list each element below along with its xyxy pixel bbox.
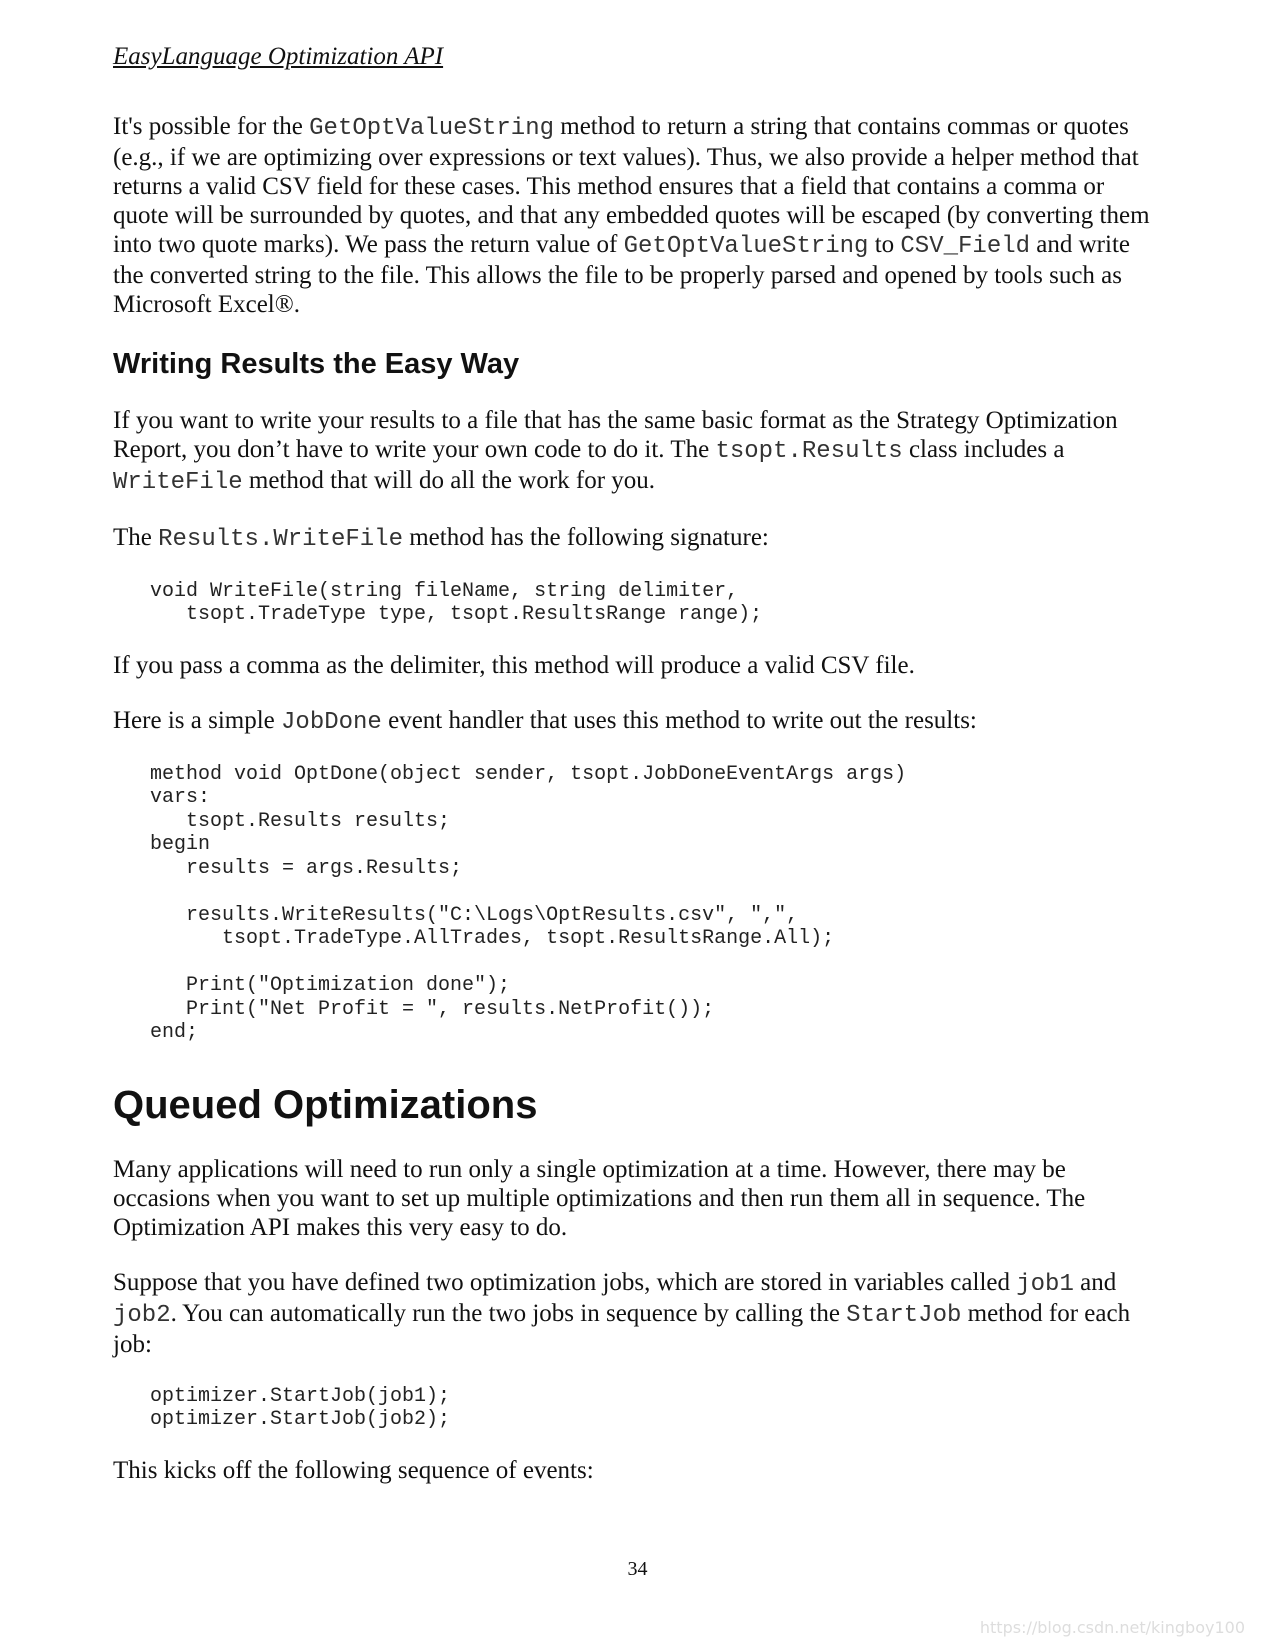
document-page	[113, 42, 1163, 1511]
inline-code: StartJob	[846, 1301, 962, 1329]
section-heading-queued-optimizations: Queued Optimizations	[113, 1082, 538, 1127]
inline-code: CSV_Field	[900, 233, 1031, 260]
paragraph-sequence: This kicks off the following sequence of events:	[113, 1456, 594, 1484]
page-number: 34	[627, 1558, 648, 1580]
inline-code: job1	[1016, 1270, 1074, 1298]
inline-code: Results.WriteFile	[158, 525, 403, 553]
watermark-url: https://blog.csdn.net/kingboy100	[979, 1618, 1245, 1637]
code-block-start-jobs: optimizer.StartJob(job1); optimizer.StartJob(job2);	[150, 1384, 451, 1432]
code-block-handler: method void OptDone(object sender, tsopt.JobDoneEventArgs args) vars: tsopt.Results results; begin results = args.Results; results.WriteResults("C:\Logs\OptResults.csv", ",", tsopt.TradeType.AllTrades, tsopt.ResultsRange.All); Print("Optimization done"); Print("Net Profit = ", results.NetProfit()); end;	[150, 762, 907, 1045]
paragraph-two-jobs: Suppose that you have defined two optimization jobs, which are stored in variables called job1 and job2. You can automatically run the two jobs in sequence by calling the StartJob method for each job:	[113, 1268, 1131, 1358]
inline-code: tsopt.Results	[715, 437, 903, 465]
inline-code: JobDone	[281, 708, 382, 736]
running-header: EasyLanguage Optimization API	[113, 43, 444, 70]
paragraph-csv-field: It's possible for the GetOptValueString method to return a string that contains commas or quotes (e.g., if we are optimizing over expressions or text values). Thus, we also provide a helper method that returns a valid CSV field for these cases. This method ensures that a field that contains a comma or quote will be surrounded by quotes, and that any embedded quotes will be escaped (by converting them into two quote marks). We pass the return value of GetOptValueString to CSV_Field and write the converted string to the file. This allows the file to be properly parsed and opened by tools such as Microsoft Excel®.	[113, 113, 1150, 318]
inline-code: job2	[113, 1301, 171, 1329]
inline-code: GetOptValueString	[309, 115, 554, 142]
paragraph-signature-intro: The Results.WriteFile method has the following signature:	[113, 523, 769, 553]
paragraph-handler-intro: Here is a simple JobDone event handler that uses this method to write out the results:	[113, 706, 977, 736]
inline-code: GetOptValueString	[623, 233, 869, 260]
paragraph-queued-intro: Many applications will need to run only a single optimization at a time. However, there may be occasions when you want to set up multiple optimizations and then run them all in sequence. The Optimization API makes this very easy to do.	[113, 1155, 1086, 1241]
paragraph-write-results: If you want to write your results to a file that has the same basic format as the Strategy Optimization Report, you don’t have to write your own code to do it. The tsopt.Results class includes a WriteFile method that will do all the work for you.	[113, 406, 1118, 496]
code-block-signature: void WriteFile(string fileName, string delimiter, tsopt.TradeType type, tsopt.ResultsRange range);	[150, 579, 763, 627]
section-heading-writing-results: Writing Results the Easy Way	[113, 348, 520, 380]
inline-code: WriteFile	[113, 468, 243, 496]
paragraph-delimiter: If you pass a comma as the delimiter, this method will produce a valid CSV file.	[113, 651, 915, 679]
